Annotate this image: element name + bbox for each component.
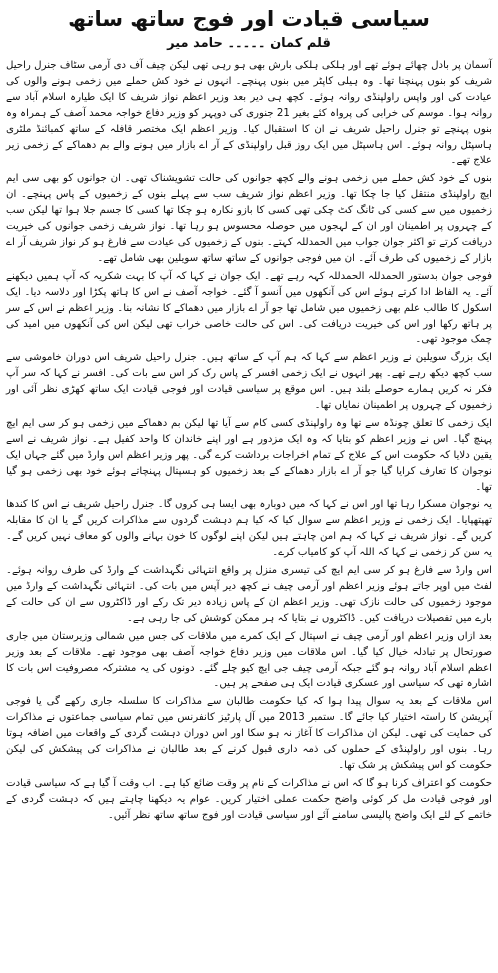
article-paragraph: اس وارڈ سے فارغ ہو کر سی ایم ایچ کی تیسری منزل پر واقع انتہائی نگہداشت کے وارڈ کی طرف روانہ ہوئے۔ لفٹ میں اوپر جاتے ہوئے وزیر اعظم اور آرمی چیف نے کچھ دیر آپس میں بات کی۔ انتہائی نگہداشت کے وارڈ میں موجود زخمیوں کی حالت نازک تھی۔ وزیر اعظم ان کے پاس زیادہ دیر تک رکے اور ڈاکٹروں سے ان کی حالت کے بارے میں تفصیلات دریافت کیں۔ ڈاکٹروں نے بتایا کہ ہر ممکن کوشش کی جا رہی ہے۔ [6,565,492,624]
article-body [6,58,492,824]
article-paragraph: ایک بزرگ سویلین نے وزیر اعظم سے کہا کہ ہم آپ کے ساتھ ہیں۔ جنرل راحیل شریف اس دوران خاموشی سے سب کچھ دیکھ رہے تھے۔ پھر انہوں نے ایک زخمی افسر کے پاس رک کر اس سے بات کی۔ افسر نے کہا کہ سر آپ فکر نہ کریں ہمارے حوصلے بلند ہیں۔ اس موقع پر سیاسی قیادت اور فوجی قیادت ایک ساتھ کھڑی نظر آئی اور زخمیوں کے چہروں پر اطمینان نمایاں تھا۔ [6,352,492,412]
article-paragraph: حکومت کو اعتراف کرنا ہو گا کہ اس نے مذاکرات کے نام پر وقت ضائع کیا ہے۔ اب وقت آ گیا ہے کہ سیاسی قیادت اور فوجی قیادت مل کر کوئی واضح حکمت عملی اختیار کریں۔ عوام یہ دیکھنا چاہتے ہیں کہ دہشت گردی کے خاتمے کے لئے ایک واضح پالیسی سامنے آئے اور سیاسی قیادت اور فوج ساتھ ساتھ نظر آئیں۔ [6,777,492,821]
article-paragraph: یہ نوجوان مسکرا رہا تھا اور اس نے کہا کہ میں دوبارہ بھی ایسا ہی کروں گا۔ جنرل راحیل شریف نے اس کا کندھا تھپتھپایا۔ ایک زخمی نے وزیر اعظم سے سوال کیا کہ کیا ہم دہشت گردوں سے مذاکرات کریں گے یا ان کا مقابلہ کریں گے۔ نواز شریف نے کہا کہ ہم امن چاہتے ہیں لیکن اپنے لوگوں کا خون بہانے والوں کو معاف نہیں کریں گے۔ یہ سن کر زخمی نے کہا کہ اللہ آپ کو کامیاب کرے۔ [6,499,492,559]
article-byline [6,34,492,54]
article-paragraph: ایک زخمی کا تعلق چونڈہ سے تھا وہ راولپنڈی کسی کام سے آیا تھا لیکن بم دھماکے میں زخمی ہو کر سی ایم ایچ پہنچ گیا۔ اس نے وزیر اعظم کو بتایا کہ وہ ایک مزدور ہے اور اپنے خاندان کا واحد کفیل ہے۔ نواز شریف نے اسے یقین دلایا کہ حکومت اس کے علاج کے تمام اخراجات برداشت کرے گی۔ پھر وزیر اعظم اس وارڈ میں گئے جہاں ایک نوجوان کا تعارف کرایا گیا جو آر اے بازار دھماکے کے بعد زخمیوں کو ہسپتال پہنچاتے ہوئے خود بھی زخمی ہو گیا تھا۔ [6,417,492,493]
article-paragraph: بنوں کے خود کش حملے میں زخمی ہونے والے کچھ جوانوں کی حالت تشویشناک تھی۔ ان جوانوں کو بھی سی ایم ایچ راولپنڈی منتقل کیا جا چکا تھا۔ وزیر اعظم نواز شریف سب سے پہلے بنوں کے زخمیوں کے پاس پہنچے۔ ان زخمیوں میں سے کسی کی ٹانگ کٹ چکی تھی کسی کا بازو نکارہ ہو چکا تھا کسی کا جسم جلا ہوا تھا لیکن سب کے چہروں پر اطمینان اور ان کے لہجوں میں حوصلہ محسوس ہو رہا تھا۔ نواز شریف زخمی جوانوں کی خیریت دریافت کرتے تو اکثر جوان جواب میں الحمدللہ کہتے۔ بنوں کے زخمیوں کی عیادت سے فارغ ہو کر نواز شریف آر اے بازار کے زخمیوں کی طرف آئے۔ ان میں فوجی جوانوں کے ساتھ ساتھ سویلین بھی شامل تھے۔ [6,173,492,264]
column-name: قلم کمان [270,36,331,51]
author-name: حامد میر [167,36,223,51]
article-paragraph: بعد ازاں وزیر اعظم اور آرمی چیف نے اسپتال کے ایک کمرے میں ملاقات کی جس میں شمالی وزیرستان میں جاری صورتحال پر تبادلہ خیال کیا گیا۔ اس ملاقات میں وزیر دفاع خواجہ آصف بھی موجود تھے۔ ملاقات کے بعد وزیر اعظم اسلام آباد روانہ ہو گئے جبکہ آرمی چیف جی ایچ کیو چلے گئے۔ دونوں کی یہ مشترکہ مصروفیت اس بات کا اشارہ تھی کہ سیاسی اور عسکری قیادت ایک ہی صفحے پر ہیں۔ [6,630,492,690]
byline-separator: ۔۔۔۔۔ [227,36,266,51]
article-paragraph: فوجی جوان بدستور الحمدللہ الحمدللہ کہہ رہے تھے۔ ایک جوان نے کہا کہ آپ کا بہت شکریہ کہ آپ ہمیں دیکھنے آئے۔ یہ الفاظ ادا کرتے ہوئے اس کی آنکھوں میں آنسو آ گئے۔ خواجہ آصف نے اس کا ہاتھ پکڑا اور دلاسہ دیا۔ ایک اسکول کا طالب علم بھی زخمیوں میں شامل تھا جو آر اے بازار میں دھماکے کا نشانہ بنا۔ وزیر اعظم نے اس کے سر پر ہاتھ رکھا اور اس کی خیریت دریافت کی۔ اس کی حالت خاصی خراب تھی لیکن اس کی آنکھوں میں امید کی چمک موجود تھی۔ [6,270,492,346]
article-headline: سیاسی قیادت اور فوج ساتھ ساتھ [68,7,430,31]
article-paragraph: اس ملاقات کے بعد یہ سوال پیدا ہوا کہ کیا حکومت طالبان سے مذاکرات کا سلسلہ جاری رکھے گی یا فوجی آپریشن کا راستہ اختیار کیا جائے گا۔ ستمبر 2013 میں آل پارٹیز کانفرنس میں تمام سیاسی جماعتوں نے مذاکرات کی حمایت کی تھی۔ لیکن ان مذاکرات کا آغاز نہ ہو سکا اور اس دوران دہشت گردی کے واقعات میں اضافہ ہوتا رہا۔ بنوں اور راولپنڈی کے حملوں کی ذمہ داری قبول کرنے کے بعد طالبان نے مذاکرات کی پیشکش کی لیکن حکومت کو اس پیشکش پر شک تھا۔ [6,696,492,771]
article-paragraph: آسمان پر بادل چھائے ہوئے تھے اور ہلکی ہلکی بارش بھی ہو رہی تھی لیکن چیف آف دی آرمی سٹاف جنرل راحیل شریف کو بنوں پہنچنا تھا۔ وہ ہیلی کاپٹر میں بنوں پہنچے۔ انہوں نے خود کش حملے میں زخمی ہونے والوں کی عیادت کی اور واپس راولپنڈی روانہ ہوئے۔ کچھ ہی دیر بعد وزیر اعظم نواز شریف کا ایک طیارہ اسلام آباد سے روانہ ہوا۔ موسم کی خرابی کی پرواہ کئے بغیر 21 جنوری کی دوپہر کو وزیر دفاع خواجہ محمد آصف کے ہمراہ وہ بنوں پہنچے تو جنرل راحیل شریف نے ان کا استقبال کیا۔ وزیر اعظم ایک مختصر قافلہ کے ساتھ کمبائنڈ ملٹری ہاسپٹل روانہ ہوئے۔ اس ہاسپٹل میں ایک روز قبل راولپنڈی کے آر اے بازار میں ہونے والے بم دھماکے کے زخمی زیر علاج تھے۔ [6,60,492,167]
